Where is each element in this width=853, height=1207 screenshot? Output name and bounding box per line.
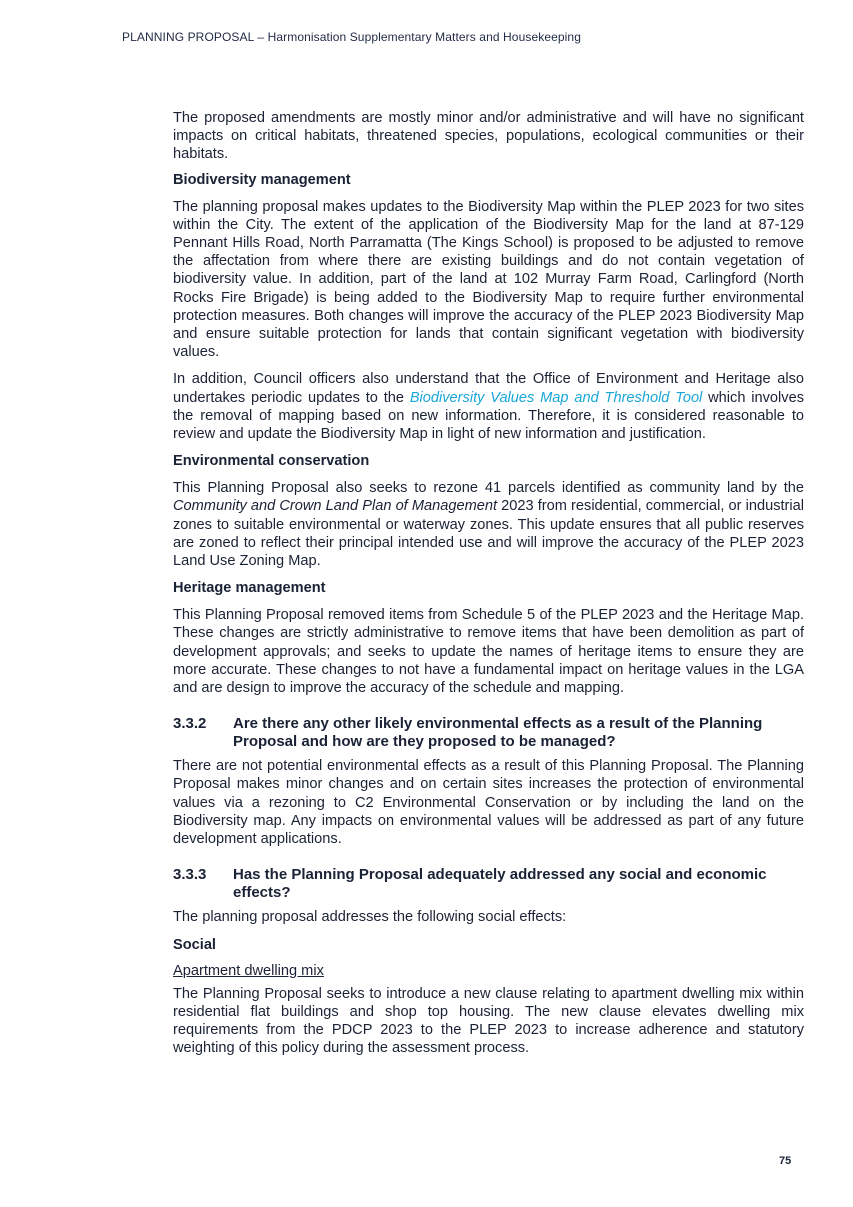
environmental-text-b: 2023 from residential, commercial, or industrial zones to suitable environmental or waterway zones. This update ensures that all public reserves are zoned to reflect their principal intended use and will improve the accuracy of the PLEP 2023 Land Use Zoning Map. (173, 498, 805, 570)
section-number: 3.3.2 (173, 715, 207, 733)
heritage-heading: Heritage management (173, 580, 326, 597)
biodiversity-paragraph-2 (173, 370, 804, 443)
biodiversity-p2-text-a: In addition, Council officers also understand that the Office of Environment and Heritage also undertakes periodic updates to the (173, 371, 804, 406)
section-number: 3.3.3 (173, 866, 207, 884)
environmental-heading: Environmental conservation (173, 453, 370, 470)
document-body (173, 109, 804, 1066)
biodiversity-p2-text-b: which involves the removal of mapping based on new information. Therefore, it is considered reasonable to review and update the Biodiversity Map in light of new information and justification. (173, 389, 804, 443)
biodiversity-paragraph-1: The planning proposal makes updates to the Biodiversity Map within the PLEP 2023 for two sites within the City. The extent of the application of the Biodiversity Map for the land at 87-129 Pennant Hills Road, North Parramatta (The Kings School) is proposed to be adjusted to remove the affectation from where there are existing buildings and do not contain vegetation of biodiversity value. In addition, part of the land at 102 Murray Farm Road, Carlingford (North Rocks Fire Brigade) is being added to the Biodiversity Map to require further environmental protection measures. Both changes will improve the accuracy of the PLEP 2023 Biodiversity Map and ensure suitable protection for lands that contain significant vegetation with biodiversity values. (173, 198, 804, 361)
section-title: Are there any other likely environmental effects as a result of the Planning Proposal and how are they proposed to be managed? (233, 715, 763, 751)
social-heading: Social (173, 936, 216, 953)
section-3-3-2-paragraph: There are not potential environmental effects as a result of this Planning Proposal. The Planning Proposal makes minor changes and on certain sites increases the protection of environmental values via a rezoning to C2 Environmental Conservation or by including the land on the Biodiversity map. Any impacts on environmental values will be addressed as part of any future development applications. (173, 758, 804, 848)
environmental-paragraph (173, 479, 804, 570)
section-3-3-3-heading (173, 866, 804, 902)
section-3-3-2-heading (173, 715, 804, 751)
apartment-dwelling-mix-subheading: Apartment dwelling mix (173, 962, 324, 979)
heritage-paragraph: This Planning Proposal removed items from Schedule 5 of the PLEP 2023 and the Heritage Map. These changes are strictly administrative to remove items that have been demolition as part of development approvals; and seeks to update the names of heritage items to ensure they are more accurate. These changes to not have a fundamental impact on heritage values in the LGA and are design to improve the accuracy of the schedule and mapping. (173, 607, 804, 697)
page-number: 75 (779, 1155, 792, 1167)
environmental-text-a: This Planning Proposal also seeks to rezone 41 parcels identified as community land by the (173, 480, 804, 497)
biodiversity-heading: Biodiversity management (173, 171, 351, 188)
intro-paragraph: The proposed amendments are mostly minor and/or administrative and will have no significant impacts on critical habitats, threatened species, populations, ecological communities or their habitats. (173, 110, 804, 163)
biodiversity-values-map-link[interactable]: Biodiversity Values Map and Threshold Tool (409, 389, 703, 406)
section-title: Has the Planning Proposal adequately addressed any social and economic effects? (233, 866, 767, 902)
plan-of-management-title: Community and Crown Land Plan of Management (173, 498, 498, 515)
section-3-3-3-intro: The planning proposal addresses the following social effects: (173, 909, 567, 926)
apartment-dwelling-mix-paragraph: The Planning Proposal seeks to introduce a new clause relating to apartment dwelling mix within residential flat buildings and shop top housing. The new clause elevates dwelling mix requirements from the PDCP 2023 to the PLEP 2023 to increase adherence and statutory weighting of this policy during the assessment process. (173, 985, 804, 1057)
page-header: PLANNING PROPOSAL – Harmonisation Supplementary Matters and Housekeeping (122, 30, 581, 44)
